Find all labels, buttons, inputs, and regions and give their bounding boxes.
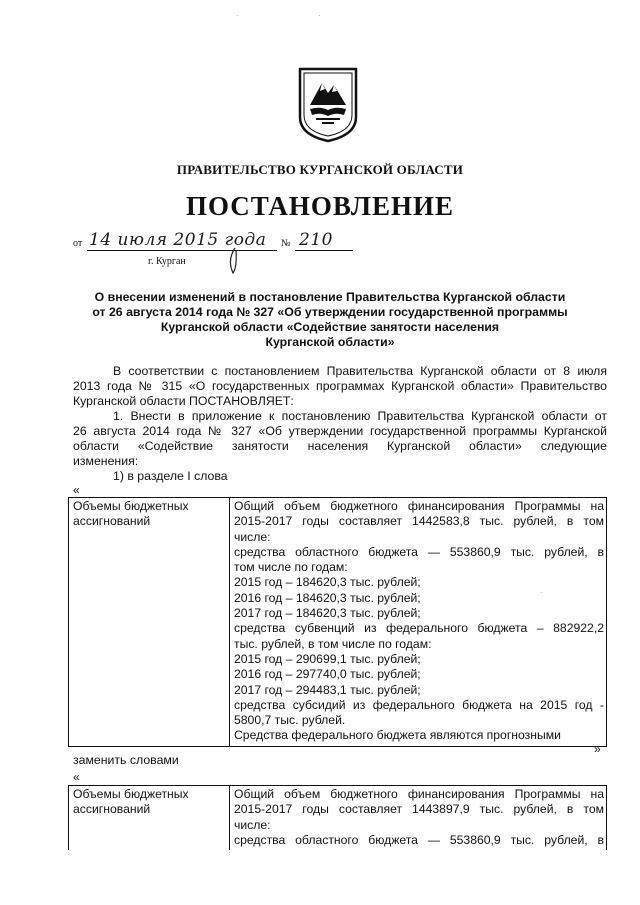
date-prefix: от bbox=[73, 238, 83, 249]
document-subject: О внесении изменений в постановление Правительства Курганской области от 26 августа 2014 года № 327 «Об утверждении государственной программы Курганской области «Содействие занятости населения Курганской области» bbox=[92, 290, 568, 349]
date-number-row bbox=[73, 230, 373, 255]
close-quote: » bbox=[594, 742, 601, 756]
paragraph-preamble: В соответствии с постановлением Правительства Курганской области от 8 июля 2013 года № 315 «О государственных программах Курганской области» Правительство Курганской области ПОСТАНОВЛЯЕТ: bbox=[73, 364, 607, 408]
paragraph-item-1: 1) в разделе I слова bbox=[113, 469, 228, 483]
budget-table-old bbox=[68, 497, 607, 747]
budget-table-new bbox=[68, 785, 607, 850]
number-prefix: № bbox=[281, 238, 291, 249]
document-type-title: ПОСТАНОВЛЕНИЕ bbox=[185, 191, 455, 221]
table-label-cell: Объемы бюджетных ассигнований bbox=[69, 786, 230, 851]
replace-phrase: заменить словами bbox=[73, 753, 179, 767]
open-quote: « bbox=[73, 483, 80, 497]
coat-of-arms-icon bbox=[296, 65, 360, 143]
handwritten-date: 14 июля 2015 года bbox=[89, 230, 267, 250]
signature-stroke-icon bbox=[225, 246, 245, 276]
table-label-cell: Объемы бюджетных ассигнований bbox=[69, 498, 230, 747]
government-title: ПРАВИТЕЛЬСТВО КУРГАНСКОЙ ОБЛАСТИ bbox=[176, 162, 464, 177]
table-value-cell: Общий объем бюджетного финансирования Программы на 2015-2017 годы составляет 1443897,9 тыс. рублей, в том числе: средства областного бюджета — 553860,9 тыс. рублей, в bbox=[230, 786, 607, 851]
paragraph-amendment: 1. Внести в приложение к постановлению Правительства Курганской области от 26 августа 2014 года № 327 «Об утверждении государственной программы Курганской области «Содействие занятости населения Курганской области» следующие изменения: bbox=[73, 409, 607, 468]
handwritten-number: 210 bbox=[299, 230, 333, 250]
city-label: г. Курган bbox=[148, 256, 186, 267]
table-value-cell: Общий объем бюджетного финансирования Программы на 2015-2017 годы составляет 1442583,8 тыс. рублей, в том числе: средства областного бюджета — 553860,9 тыс. рублей, в том числе по годам: 2015 год – 184620,3 тыс. рублей; 2016 год – 184620,3 тыс. рублей; 2017 год – 184620,3 тыс. рублей; средства субвенций из федерального бюджета – 882922,2 тыс. рублей, в том числе по годам: 2015 год – 290699,1 тыс. рублей; 2016 год – 297740,0 тыс. рублей; 2017 год – 294483,1 тыс. рублей; средства субсидий из федерального бюджета на 2015 год - 5800,7 тыс. рублей. Средства федерального бюджета являются прогнозными bbox=[230, 498, 607, 747]
document-page: ПРАВИТЕЛЬСТВО КУРГАНСКОЙ ОБЛАСТИ ПОСТАНОВЛЕНИЕ от 14 июля 2015 года № 210 г. Курган О внесении изменений в постановление Правительства Курганской области от 26 августа 2014 года № 327 «Об утверждении государственной программы Курганской области «Содействие занятости населения Курганской области» В соответствии с постановлением Правительства Курганской области от 8 июля 2013 года № 315 «О государственных программах Курганской области» Правительство Курганской области ПОСТАНОВЛЯЕТ: 1. Внести в приложение к постановлению Правительства Курганской области от 26 августа 2014 года № 327 «Об утверждении государственной программы Курганской области «Содействие занятости населения Курганской области» следующие изменения: 1) в разделе I слова « Объемы бюджетных ассигнований Общий объем бюджетного финансирования Программы на 2015-2017 годы составляет 1442583,8 тыс. рублей, в том числе: средства областного бюджета — 553860,9 тыс. рублей, в том числе по годам: 2015 год – 184620,3 тыс. рублей; 2016 год – 184620,3 тыс. рублей; 2017 год – 184620,3 тыс. рублей; средства субвенций из федерального бюджета – 882922,2 тыс. рублей, в том числе по годам: 2015 год – 290699,1 тыс. рублей; 2016 год – 297740,0 тыс. рублей; 2017 год – 294483,1 тыс. рублей; средства субсидий из федерального бюджета на 2015 год - 5800,7 тыс. рублей. Средства федерального бюджета являются прогнозными » заменить словами « Объемы бюджетных ассигнований Общий объем бюджетного финансирования Программы на 2015-2017 годы составляет 1443897,9 тыс. рублей, в том числе: средства областного бюджета — 553860,9 тыс. рублей, в . . . bbox=[0, 0, 640, 905]
table-row bbox=[69, 498, 607, 747]
table-row bbox=[69, 786, 607, 851]
open-quote-2: « bbox=[73, 770, 80, 784]
